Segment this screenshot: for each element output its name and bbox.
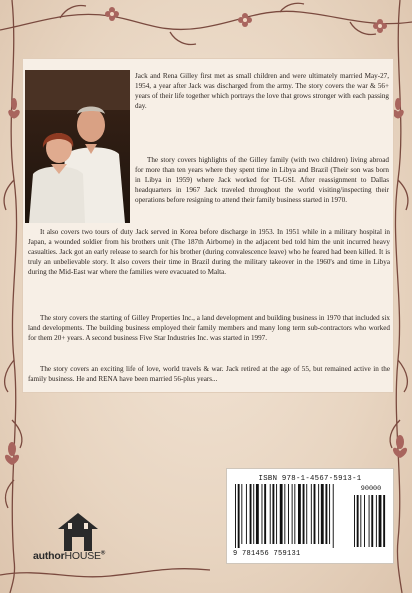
blurb-paragraph-3: It also covers two tours of duty Jack served in Korea before discharge in 1953. In 1951 while in a military hospital in Japan, a wounded soldier from his brothers unit (The 187th Airborne) in the adjacent bed told him the unit incurred heavy casualties. Jack got an early release to search for his brother (during convalescence leave) who he feared had been killed. It is truly an unbelievable story. It also covers their time in Brazil during the military takeover in the 1960's and time in Libya during the Mid-East war where the families were evacuated to Malta. [28,228,390,277]
barcode-bar [241,484,242,544]
barcode-bar [303,484,305,544]
barcode-bar [298,484,301,544]
price-addon-bars [353,495,387,547]
barcode-bar [253,484,254,544]
isbn-barcode [226,468,394,564]
barcode-bar [250,484,252,544]
barcode-bar [238,484,240,548]
barcode-bar [311,484,312,544]
barcode-bar [276,484,277,544]
addon-bar [376,495,377,547]
addon-bar [364,495,365,547]
author-couple-photo [25,70,130,223]
isbn-text: ISBN 978-1-4567-5913-1 [258,475,362,483]
barcode-bar [333,484,334,548]
barcode-bar [284,484,285,544]
barcode-bar [288,484,289,544]
barcode-bar [318,484,319,544]
barcode-bar [325,484,327,544]
ean-barcode-bars [233,484,345,548]
addon-bar [360,495,361,547]
barcode-bar [321,484,324,544]
barcode-bar [262,484,263,544]
blurb-paragraph-2: The story covers highlights of the Gilley family (with two children) living abroad for more than ten years where they spent time in Libya and Brazil (Their son was born in Libya in 1959) where Jack worked for TI-GSI. After reassignment to Dallas headquarters in 1967 Jack traveled throughout the world visiting/inspecting their operations before resigning to attend their family business started in 1970. [135,156,389,205]
blurb-paragraph-1: Jack and Rena Gilley first met as small children and were ultimately married May-27, 1954, a year after Jack was discharged from the army. The story covers the war & 56+ years of their life together which portrays the love that grows stronger with each passing day. [135,72,389,111]
barcode-bar [256,484,259,544]
addon-bar [371,495,373,547]
publisher-name: authorHOUSE® [33,550,106,562]
barcode-bar [235,484,236,548]
price-code: 90000 [360,485,382,493]
addon-bar [354,495,355,547]
barcode-bar [280,484,283,544]
barcode-bar [246,484,247,544]
barcode-bar [270,484,271,544]
barcode-bar [314,484,316,544]
barcode-bar [272,484,274,544]
barcode-bar [292,484,293,544]
addon-bar [383,495,385,547]
barcode-digits: 9 781456 759131 [233,550,301,558]
barcode-bar [306,484,307,544]
barcode-bar [264,484,266,544]
blurb-paragraph-4: The story covers the starting of Gilley Properties Inc., a land development and building business in 1970 that included six land developments. The building business employed their family members and many long term sub-contractors who worked for them 20+ years. A second business Five Star Industries Inc. was started in 1997. [28,314,390,343]
barcode-bar [294,484,295,544]
addon-bar [369,495,370,547]
addon-bar [357,495,359,547]
barcode-bar [329,484,330,544]
addon-bar [379,495,382,547]
blurb-paragraph-5: The story covers an exciting life of love, world travels & war. Jack retired at the age of 55, but remained active in the family business. He and RENA have been married 56-plus years... [28,365,390,384]
